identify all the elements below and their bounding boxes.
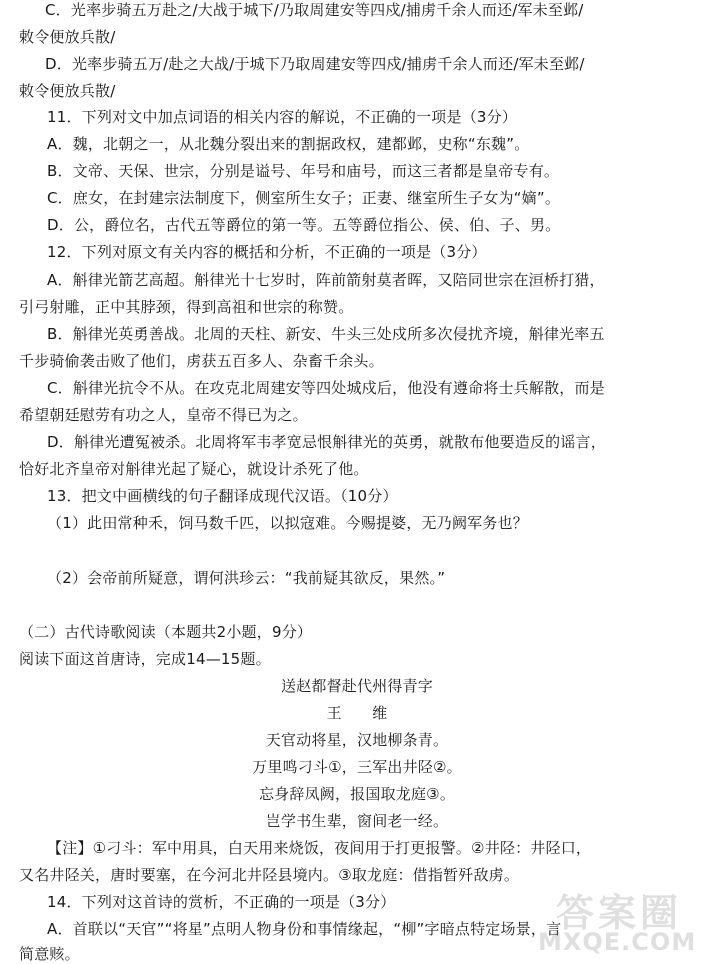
- question-14: 14．下列对这首诗的赏析，不正确的一项是（3分）: [47, 893, 396, 911]
- q12-option-d-line-1: D．斛律光遭冤被杀。北周将军韦孝宽忌恨斛律光的英勇，就散布他要造反的谣言，: [47, 433, 606, 451]
- poem-line-2: 万里鸣刁斗①，三军出井陉②。: [252, 758, 462, 776]
- question-12: 12．下列对原文有关内容的概括和分析，不正确的一项是（3分）: [47, 243, 487, 261]
- q14-option-a-line-2: 简意赅。: [19, 945, 80, 963]
- question-13: 13．把文中画横线的句子翻译成现代汉语。（10分）: [47, 487, 398, 505]
- q11-option-c: C．庶女，在封建宗法制度下，侧室所生女子；正妻、继室所生子女为“嫡”。: [47, 189, 561, 207]
- poem-line-3: 忘身辞凤阙，报国取龙庭③。: [258, 785, 456, 803]
- poem-notes-line-1: 【注】①刁斗：军中用具，白天用来烧饭，夜间用于打更报警。②井陉：井陉口，: [47, 839, 592, 857]
- poem-line-1: 天官动将星，汉地柳条青。: [265, 731, 449, 749]
- option-c-line-2: 敕令便放兵散/: [19, 28, 116, 46]
- poem-line-4: 岂学书生辈，窗间老一经。: [265, 812, 449, 830]
- q14-option-a-line-1: A．首联以“天官”“将星”点明人物身份和事情缘起，“柳”字暗点特定场景，言: [47, 920, 562, 938]
- q11-option-b: B．文帝、天保、世宗，分别是谥号、年号和庙号，而这三者都是皇帝专有。: [47, 162, 560, 180]
- question-11: 11．下列对文中加点词语的相关内容的解说，不正确的一项是（3分）: [47, 108, 518, 126]
- option-d-line-1: D．光率步骑五万/赴之大战/于城下乃取周建安等四戍/捕虏千余人而还/军未至邺/: [45, 55, 585, 73]
- watermark-bottom-text: MXQE.COM: [538, 928, 697, 956]
- q13-sentence-1: （1）此田常种禾，饲马数千匹，以拟寇难。今赐提婆，无乃阙军务也？: [47, 514, 528, 532]
- q12-option-c-line-1: C．斛律光抗令不从。在攻克北周建安等四处城戍后，他没有遵命将士兵解散，而是: [47, 379, 605, 397]
- option-c-line-1: C．光率步骑五万赴之/大战于城下/乃取周建安等四戍/捕虏千余人而还/军未至邺/: [45, 1, 584, 19]
- poetry-instruction: 阅读下面这首唐诗，完成14—15题。: [19, 650, 271, 668]
- poem-author: 王 维: [326, 704, 388, 722]
- q12-option-d-line-2: 恰好北齐皇帝对斛律光起了疑心，就设计杀死了他。: [19, 460, 369, 478]
- q11-option-d: D．公，爵位名，古代五等爵位的第一等。五等爵位指公、侯、伯、子、男。: [47, 216, 561, 234]
- section-heading-poetry: （二）古代诗歌阅读（本题共2小题，9分）: [19, 623, 313, 641]
- option-d-line-2: 敕令便放兵散/: [19, 82, 116, 100]
- watermark-logo: [538, 880, 708, 960]
- watermark-top-text: 答案圈: [556, 891, 683, 935]
- q12-option-a-line-1: A．斛律光箭艺高超。斛律光十七岁时，阵前箭射莫者晖，又陪同世宗在洹桥打猎，: [47, 271, 605, 289]
- q13-sentence-2: （2）会帝前所疑意，谓何洪珍云：“我前疑其欲反，果然。”: [47, 569, 446, 587]
- poem-title: 送赵都督赴代州得青字: [280, 677, 433, 695]
- q12-option-a-line-2: 引弓射雕，正中其脖颈，得到高祖和世宗的称赞。: [19, 298, 354, 316]
- q12-option-b-line-1: B．斛律光英勇善战。北周的天柱、新安、牛头三处戍所多次侵扰齐境，斛律光率五: [47, 325, 605, 343]
- q12-option-b-line-2: 千步骑偷袭击败了他们，虏获五百多人、杂畜千余头。: [19, 352, 384, 370]
- q11-option-a: A．魏，北朝之一，从北魏分裂出来的割据政权，建都邺，史称“东魏”。: [47, 135, 530, 153]
- poem-notes-line-2: 又名井陉关，唐时要塞，在今河北井陉县境内。③取龙庭：借指暂歼敌虏。: [19, 866, 520, 884]
- q12-option-c-line-2: 希望朝廷慰劳有功之人，皇帝不得已为之。: [19, 406, 308, 424]
